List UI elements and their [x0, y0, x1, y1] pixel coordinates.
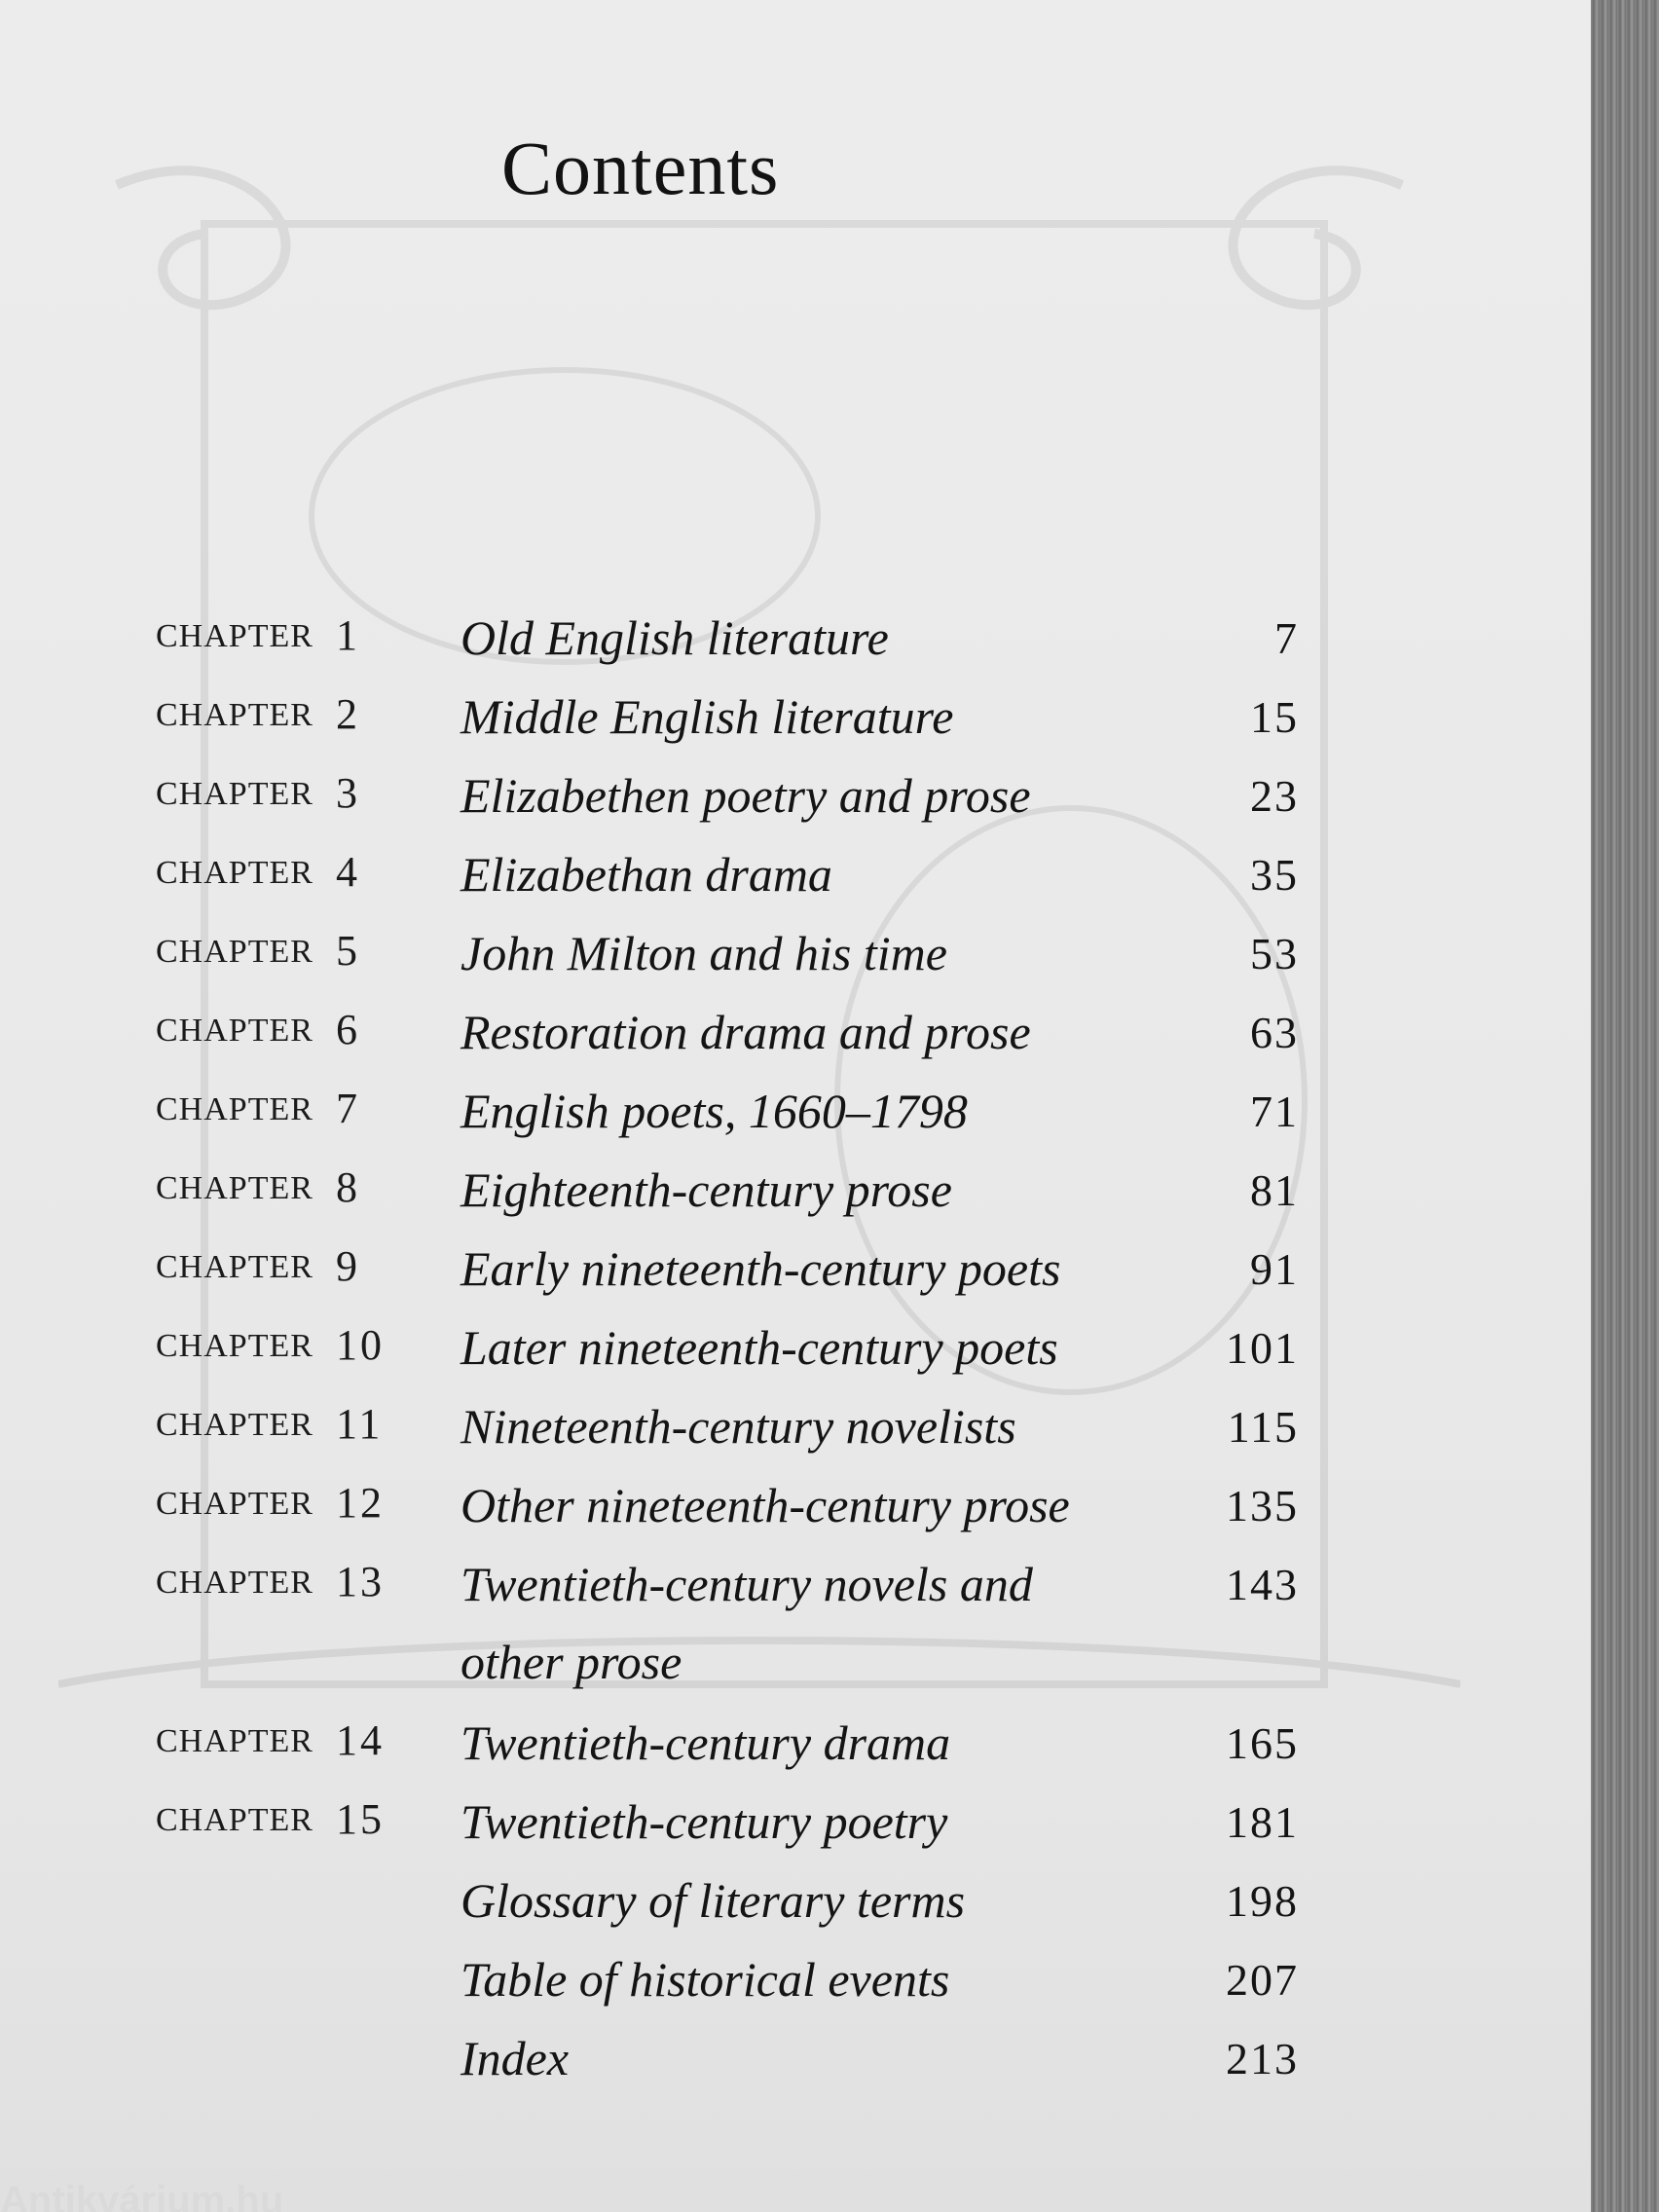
chapter-title: Nineteenth-century novelists [461, 1399, 1016, 1454]
chapter-title: Middle English literature [461, 689, 954, 744]
chapter-page-number: 181 [1226, 1797, 1299, 1847]
toc-row [0, 914, 1591, 992]
chapter-label: CHAPTER [156, 1486, 313, 1522]
chapter-page-number: 81 [1250, 1165, 1299, 1215]
chapter-label: CHAPTER [156, 776, 313, 812]
chapter-page-number: 53 [1250, 929, 1299, 978]
toc-row-back-matter [0, 1940, 1591, 2018]
chapter-label: CHAPTER [156, 618, 313, 654]
chapter-number: 2 [336, 690, 360, 738]
chapter-title: Twentieth-century poetry [461, 1794, 948, 1849]
chapter-page-number: 71 [1250, 1087, 1299, 1136]
chapter-label: CHAPTER [156, 855, 313, 891]
chapter-label: CHAPTER [156, 1013, 313, 1049]
chapter-title: Elizabethen poetry and prose [461, 768, 1031, 823]
chapter-page-number: 7 [1274, 613, 1299, 663]
chapter-label: CHAPTER [156, 1407, 313, 1443]
chapter-title: Restoration drama and prose [461, 1005, 1031, 1059]
chapter-page-number: 15 [1250, 692, 1299, 742]
chapter-title: Twentieth-century novels and other prose [461, 1557, 1033, 1689]
chapter-page-number: 23 [1250, 771, 1299, 821]
chapter-label: CHAPTER [156, 1328, 313, 1364]
chapter-label: CHAPTER [156, 697, 313, 733]
back-matter-title: Glossary of literary terms [461, 1873, 966, 1928]
chapter-number: 4 [336, 848, 360, 896]
back-matter-page-number: 213 [1226, 2034, 1299, 2083]
chapter-title: Old English literature [461, 610, 889, 665]
toc-row [0, 1151, 1591, 1229]
chapter-page-number: 115 [1227, 1402, 1299, 1452]
chapter-page-number: 35 [1250, 850, 1299, 900]
chapter-number: 10 [336, 1321, 385, 1369]
chapter-label: CHAPTER [156, 934, 313, 970]
back-matter-page-number: 198 [1226, 1876, 1299, 1926]
chapter-page-number: 165 [1226, 1718, 1299, 1768]
chapter-label: CHAPTER [156, 1249, 313, 1285]
toc-row [0, 1309, 1591, 1386]
chapter-page-number: 135 [1226, 1481, 1299, 1530]
back-matter-page-number: 207 [1226, 1955, 1299, 2005]
back-matter-title: Table of historical events [461, 1952, 950, 2007]
toc-row [0, 678, 1591, 756]
chapter-number: 3 [336, 769, 360, 817]
chapter-number: 11 [336, 1400, 384, 1448]
chapter-title: Later nineteenth-century poets [461, 1320, 1058, 1375]
toc-row-back-matter [0, 1862, 1591, 1939]
chapter-number: 15 [336, 1795, 385, 1843]
chapter-label: CHAPTER [156, 1723, 313, 1759]
back-matter-title: Index [461, 2031, 570, 2085]
toc-row [0, 1783, 1591, 1861]
toc-row [0, 835, 1591, 913]
chapter-title: Twentieth-century drama [461, 1715, 951, 1770]
page-edge-shadow [1591, 0, 1659, 2212]
chapter-label: CHAPTER [156, 1565, 313, 1601]
chapter-title: Eighteenth-century prose [461, 1162, 952, 1217]
chapter-title: Elizabethan drama [461, 847, 832, 902]
toc-row [0, 1072, 1591, 1150]
toc-row [0, 993, 1591, 1071]
chapter-page-number: 91 [1250, 1244, 1299, 1294]
toc-row [0, 1545, 1591, 1703]
chapter-page-number: 63 [1250, 1008, 1299, 1057]
chapter-number: 7 [336, 1085, 360, 1132]
toc-row [0, 599, 1591, 677]
chapter-number: 12 [336, 1479, 385, 1527]
watermark: Antikvárium.hu [0, 2179, 284, 2212]
page-title: Contents [501, 126, 780, 210]
chapter-title: Other nineteenth-century prose [461, 1478, 1070, 1532]
chapter-number: 1 [336, 611, 360, 659]
chapter-label: CHAPTER [156, 1802, 313, 1838]
toc-row [0, 1230, 1591, 1308]
chapter-number: 6 [336, 1006, 360, 1053]
toc-row [0, 1466, 1591, 1544]
toc-row-back-matter [0, 2019, 1591, 2097]
toc-row [0, 1704, 1591, 1782]
chapter-page-number: 143 [1226, 1560, 1299, 1609]
toc-row [0, 1387, 1591, 1465]
chapter-label: CHAPTER [156, 1091, 313, 1127]
toc-row [0, 756, 1591, 834]
chapter-number: 14 [336, 1716, 385, 1764]
chapter-page-number: 101 [1226, 1323, 1299, 1373]
chapter-label: CHAPTER [156, 1170, 313, 1206]
chapter-number: 8 [336, 1163, 360, 1211]
chapter-number: 9 [336, 1242, 360, 1290]
chapter-number: 5 [336, 927, 360, 975]
chapter-title: Early nineteenth-century poets [461, 1241, 1061, 1296]
chapter-number: 13 [336, 1558, 385, 1605]
chapter-title: John Milton and his time [461, 926, 947, 980]
chapter-title: English poets, 1660–1798 [461, 1084, 968, 1138]
